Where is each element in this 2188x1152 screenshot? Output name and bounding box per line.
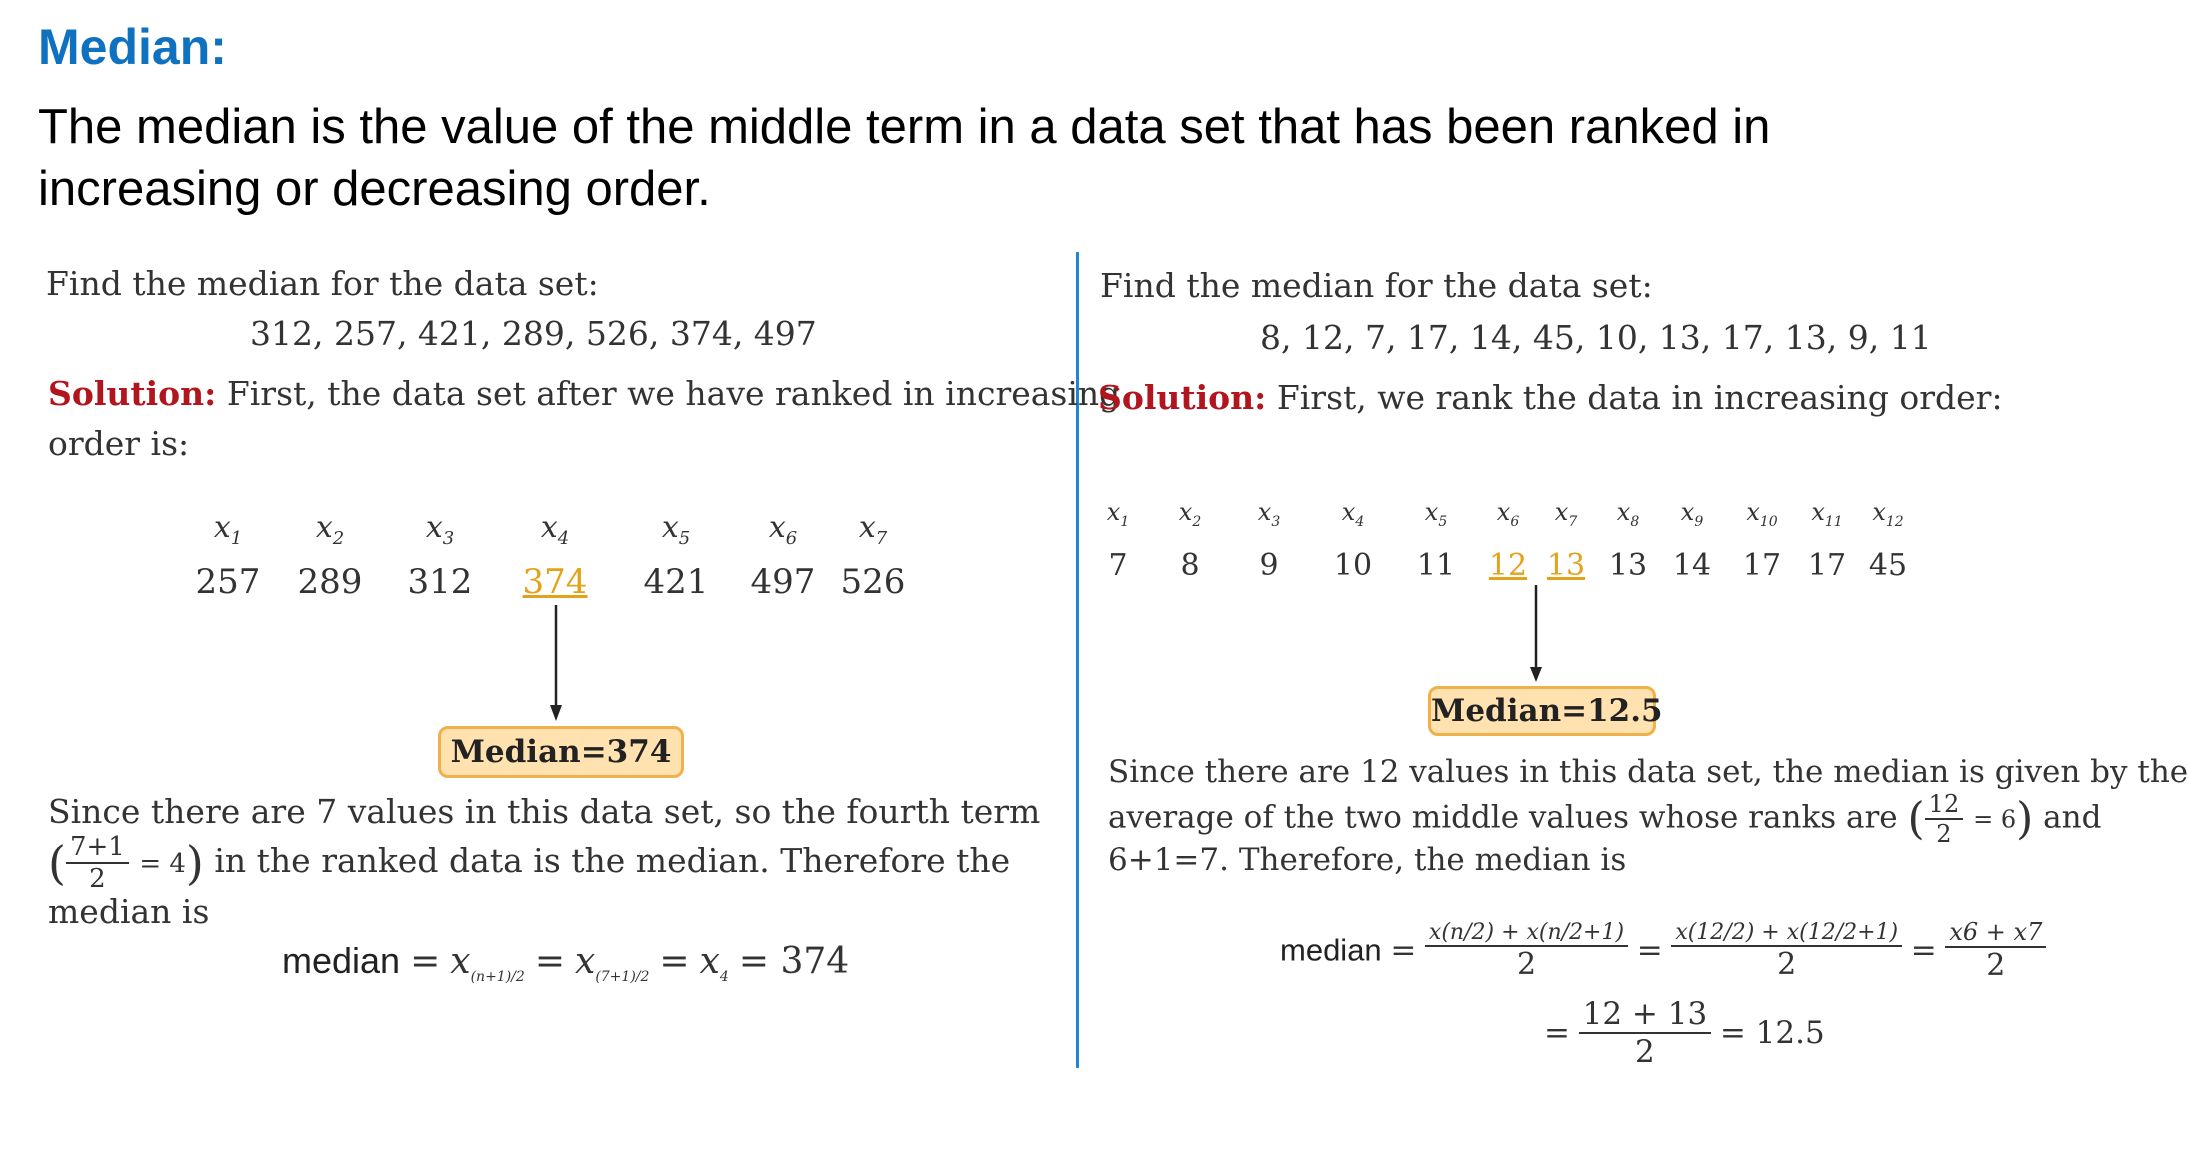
left-rank-label: $x_4$	[540, 510, 570, 549]
right-formula-frac3: $\frac{x6 + x7}{2}$	[1945, 918, 2046, 983]
page-title: Median:	[38, 19, 227, 75]
left-formula-term3: $x_4$	[699, 941, 729, 986]
right-formula-lhs: median	[1280, 932, 1382, 968]
right-formula-frac4: $\frac{12 + 13}{2}$	[1579, 996, 1712, 1070]
right-rank-label: $x_9$	[1680, 498, 1704, 530]
right-ranked-value: 9	[1259, 548, 1279, 583]
right-prompt: Find the median for the data set:	[1100, 266, 1653, 305]
right-explanation-line3: 6+1=7. Therefore, the median is	[1108, 842, 1627, 878]
right-solution-label: Solution:	[1098, 378, 1267, 417]
left-solution-text: First, the data set after we have ranked in increasing	[226, 374, 1121, 413]
left-ranked-value: 421	[643, 562, 709, 602]
left-explanation-line2: ( $\frac{7+1}{2}$ = 4) in the ranked data is the median. Therefore the	[48, 832, 1011, 894]
right-rank-label: $x_{11}$	[1811, 498, 1843, 530]
left-solution-line	[48, 374, 1120, 413]
median-definition: The median is the value of the middle term in a data set that has been ranked in increasing or decreasing order.	[38, 100, 1771, 216]
left-formula-result: = 374	[738, 941, 850, 982]
left-ranked-value: 257	[195, 562, 261, 602]
left-rank-label: $x_3$	[425, 510, 455, 549]
right-formula-frac1: $\frac{x(n/2) + x(n/2+1)}{2}$	[1425, 920, 1628, 982]
right-median-box: Median=12.5	[1428, 686, 1656, 736]
left-prompt: Find the median for the data set:	[46, 264, 599, 303]
left-ranked-value: 312	[407, 562, 473, 602]
left-explanation-line1: Since there are 7 values in this data set, so the fourth term	[48, 792, 1041, 831]
left-explanation-line3: median is	[48, 892, 210, 931]
right-rank-label: $x_8$	[1616, 498, 1640, 530]
right-rank-label: $x_2$	[1178, 498, 1202, 530]
left-solution-label: Solution:	[48, 374, 217, 413]
left-ranked-value: 374	[522, 562, 588, 602]
right-dataset: 8, 12, 7, 17, 14, 45, 10, 13, 17, 13, 9, 11	[1260, 318, 1932, 357]
right-rank-label: $x_3$	[1257, 498, 1281, 530]
right-median-formula-1: median = $\frac{x(n/2) + x(n/2+1)}{2}$ = $\frac{x(12/2) + x(12/2+1)}{2}$ = $\frac{x6 + x7}{2}$	[1280, 918, 2046, 983]
right-rank-label: $x_{12}$	[1872, 498, 1904, 530]
left-rank-label: $x_5$	[661, 510, 691, 549]
right-median-arrow	[1530, 585, 1542, 685]
left-rank-label: $x_2$	[315, 510, 345, 549]
right-ranked-value: 13	[1608, 548, 1648, 583]
left-explanation-line2-text: in the ranked data is the median. Therefore the	[214, 841, 1011, 880]
right-ranked-value: 17	[1807, 548, 1847, 583]
left-median-arrow	[550, 605, 562, 725]
left-formula-term1: $x_{(n+1)/2}$	[450, 941, 525, 986]
right-ranked-value: 11	[1416, 548, 1456, 583]
left-ranked-value: 497	[750, 562, 816, 602]
right-ranked-value: 14	[1672, 548, 1712, 583]
right-explanation-line2: average of the two middle values whose ranks are ( $\frac{12}{2}$ = 6) and	[1108, 790, 2102, 848]
right-formula-result: = 12.5	[1719, 1015, 1825, 1051]
right-solution-text: First, we rank the data in increasing order:	[1276, 378, 2003, 417]
right-ranked-value: 7	[1108, 548, 1128, 583]
right-formula-frac2: $\frac{x(12/2) + x(12/2+1)}{2}$	[1671, 920, 1902, 982]
right-ranked-value: 13	[1546, 548, 1586, 583]
right-solution-line	[1098, 378, 2003, 417]
left-dataset: 312, 257, 421, 289, 526, 374, 497	[250, 314, 817, 353]
right-ranked-value: 12	[1488, 548, 1528, 583]
left-rank-label: $x_6$	[768, 510, 798, 549]
right-rank-label: $x_6$	[1496, 498, 1520, 530]
right-median-formula-2: = $\frac{12 + 13}{2}$ = 12.5	[1544, 996, 1825, 1070]
right-rank-fraction: $\frac{12}{2}$	[1925, 790, 1964, 848]
left-median-box: Median=374	[438, 726, 684, 778]
left-ranked-value: 289	[297, 562, 363, 602]
right-rank-label: $x_4$	[1341, 498, 1365, 530]
left-rank-fraction: $\frac{7+1}{2}$	[66, 832, 129, 894]
left-formula-term2: $x_{(7+1)/2}$	[575, 941, 650, 986]
left-ranked-value: 526	[840, 562, 906, 602]
right-ranked-value: 10	[1333, 548, 1373, 583]
right-rank-label: $x_1$	[1106, 498, 1130, 530]
left-rank-label: $x_7$	[858, 510, 888, 549]
right-ranked-value: 8	[1180, 548, 1200, 583]
left-formula-lhs: median	[282, 940, 401, 981]
right-ranked-value: 17	[1742, 548, 1782, 583]
right-rank-label: $x_7$	[1554, 498, 1578, 530]
right-explanation-line1: Since there are 12 values in this data set, the median is given by the	[1108, 754, 2188, 790]
right-rank-label: $x_5$	[1424, 498, 1448, 530]
right-ranked-value: 45	[1868, 548, 1908, 583]
left-solution-text-2: order is:	[48, 424, 190, 463]
right-explanation-line2-text: average of the two middle values whose ranks are	[1108, 799, 1898, 836]
left-rank-label: $x_1$	[213, 510, 243, 549]
left-median-formula: median = $x_{(n+1)/2} = x_{(7+1)/2} = x_4 = 374$	[282, 940, 850, 986]
right-rank-label: $x_{10}$	[1746, 498, 1778, 530]
